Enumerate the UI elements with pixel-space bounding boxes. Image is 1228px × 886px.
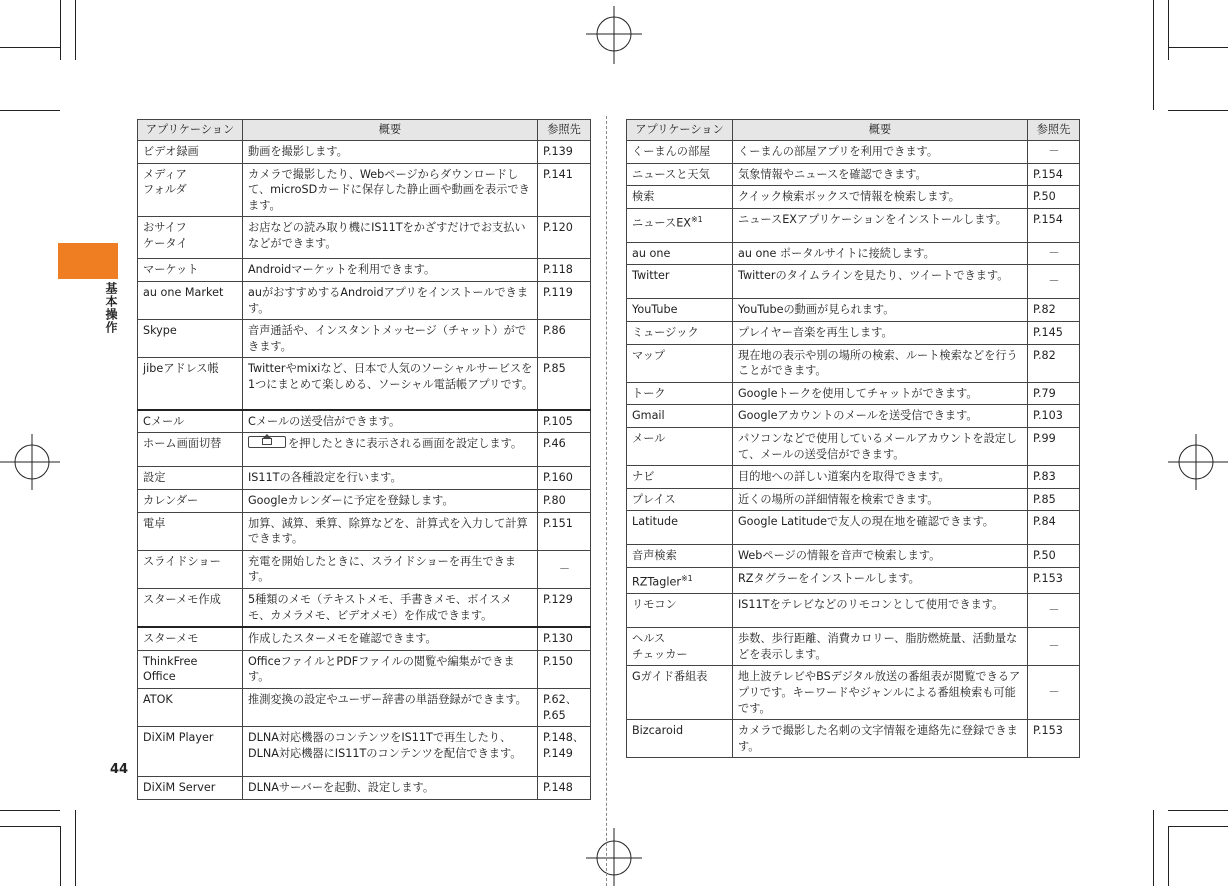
app-name-cell: Cメール bbox=[138, 410, 243, 433]
table-row bbox=[627, 567, 1080, 593]
reference-cell: P.85 bbox=[1028, 488, 1080, 511]
crop-mark bbox=[1168, 0, 1169, 60]
crop-mark bbox=[1168, 826, 1228, 827]
app-name-cell: ホーム画面切替 bbox=[138, 433, 243, 467]
app-name-cell: Bizcaroid bbox=[627, 720, 733, 758]
reference-cell: P.50 bbox=[1028, 545, 1080, 568]
description-cell: クイック検索ボックスで情報を検索します。 bbox=[733, 186, 1028, 209]
app-name-cell: DiXiM Server bbox=[138, 777, 243, 800]
app-name-cell: Twitter bbox=[627, 265, 733, 299]
table-row bbox=[138, 777, 591, 800]
app-name-cell: Gmail bbox=[627, 405, 733, 428]
crop-mark bbox=[1153, 0, 1154, 110]
app-name-cell: ニュースと天気 bbox=[627, 163, 733, 186]
reference-cell: － bbox=[1028, 242, 1080, 265]
table-row bbox=[138, 550, 591, 588]
reference-cell: P.151 bbox=[538, 512, 591, 550]
reference-cell: P.105 bbox=[538, 410, 591, 433]
reference-cell: － bbox=[1028, 594, 1080, 628]
app-name-cell: Skype bbox=[138, 320, 243, 358]
description-cell: auがおすすめするAndroidアプリをインストールできます。 bbox=[243, 281, 538, 319]
description-cell: 作成したスターメモを確認できます。 bbox=[243, 627, 538, 650]
table-row bbox=[627, 666, 1080, 720]
reference-cell: P.145 bbox=[1028, 321, 1080, 344]
app-name-cell: ナビ bbox=[627, 466, 733, 489]
app-name-cell: ミュージック bbox=[627, 321, 733, 344]
app-table-right bbox=[626, 119, 1080, 758]
col-header-desc: 概要 bbox=[243, 120, 538, 141]
crop-mark bbox=[1153, 810, 1154, 886]
reference-cell: P.46 bbox=[538, 433, 591, 467]
footnote-mark: ※1 bbox=[690, 214, 703, 224]
table-row bbox=[627, 511, 1080, 545]
reference-cell: － bbox=[1028, 265, 1080, 299]
page-number: 44 bbox=[110, 762, 129, 777]
app-name-cell: マップ bbox=[627, 344, 733, 382]
description-cell: お店などの読み取り機にIS11Tをかざすだけでお支払いなどができます。 bbox=[243, 217, 538, 259]
table-row bbox=[627, 545, 1080, 568]
app-name-cell: くーまんの部屋 bbox=[627, 141, 733, 164]
reference-cell: P.82 bbox=[1028, 299, 1080, 322]
col-header-desc: 概要 bbox=[733, 120, 1028, 141]
crop-mark bbox=[0, 47, 60, 48]
reference-cell: － bbox=[1028, 628, 1080, 666]
table-row bbox=[627, 163, 1080, 186]
table-row bbox=[138, 320, 591, 358]
table-row bbox=[627, 344, 1080, 382]
table-row bbox=[627, 720, 1080, 758]
crop-mark bbox=[1168, 826, 1169, 886]
table-row bbox=[138, 490, 591, 513]
description-cell: 充電を開始したときに、スライドショーを再生できます。 bbox=[243, 550, 538, 588]
crop-mark bbox=[60, 0, 61, 60]
table-row bbox=[138, 433, 591, 467]
description-cell: カメラで撮影した名刺の文字情報を連絡先に登録できます。 bbox=[733, 720, 1028, 758]
app-name-cell: スターメモ bbox=[138, 627, 243, 650]
description-cell: パソコンなどで使用しているメールアカウントを設定して、メールの送受信ができます。 bbox=[733, 427, 1028, 465]
reference-cell: P.153 bbox=[1028, 567, 1080, 593]
table-row bbox=[138, 627, 591, 650]
description-cell: 気象情報やニュースを確認できます。 bbox=[733, 163, 1028, 186]
app-name-cell: ニュースEX$^{※1}$ bbox=[627, 208, 733, 242]
app-name-cell: メール bbox=[627, 427, 733, 465]
app-name-cell: Gガイド番組表 bbox=[627, 666, 733, 720]
description-cell: Androidマーケットを利用できます。 bbox=[243, 259, 538, 282]
app-name-cell: 音声検索 bbox=[627, 545, 733, 568]
description-cell: を押したときに表示される画面を設定します。 bbox=[243, 433, 538, 467]
description-cell: Twitterのタイムラインを見たり、ツイートできます。 bbox=[733, 265, 1028, 299]
table-row bbox=[627, 466, 1080, 489]
registration-mark-right bbox=[1168, 432, 1228, 492]
home-key-icon bbox=[248, 436, 286, 448]
table-row bbox=[627, 628, 1080, 666]
crop-mark bbox=[75, 0, 76, 60]
crop-mark bbox=[1168, 810, 1228, 811]
app-name-cell: リモコン bbox=[627, 594, 733, 628]
table-row bbox=[627, 299, 1080, 322]
description-cell: IS11Tの各種設定を行います。 bbox=[243, 467, 538, 490]
reference-cell: P.83 bbox=[1028, 466, 1080, 489]
app-name-cell: ThinkFree Office bbox=[138, 650, 243, 688]
col-header-app: アプリケーション bbox=[138, 120, 243, 141]
section-label: 基本操作 bbox=[104, 282, 118, 334]
description-cell: Googleカレンダーに予定を登録します。 bbox=[243, 490, 538, 513]
app-name-cell: スライドショー bbox=[138, 550, 243, 588]
reference-cell: P.80 bbox=[538, 490, 591, 513]
app-name-cell: RZTagler$^{※1}$ bbox=[627, 567, 733, 593]
app-name-cell: ATOK bbox=[138, 688, 243, 726]
reference-cell: P.50 bbox=[1028, 186, 1080, 209]
description-cell: Google Latitudeで友人の現在地を確認できます。 bbox=[733, 511, 1028, 545]
reference-cell: － bbox=[1028, 666, 1080, 720]
table-row bbox=[627, 427, 1080, 465]
description-cell: IS11Tをテレビなどのリモコンとして使用できます。 bbox=[733, 594, 1028, 628]
app-name-cell: au one Market bbox=[138, 281, 243, 319]
table-row bbox=[138, 259, 591, 282]
app-name-cell: ビデオ録画 bbox=[138, 141, 243, 164]
app-name-cell: jibeアドレス帳 bbox=[138, 358, 243, 410]
table-row bbox=[138, 589, 591, 628]
app-name-cell: カレンダー bbox=[138, 490, 243, 513]
reference-cell: P.141 bbox=[538, 163, 591, 217]
reference-cell: P.150 bbox=[538, 650, 591, 688]
table-row bbox=[627, 141, 1080, 164]
description-cell: 動画を撮影します。 bbox=[243, 141, 538, 164]
reference-cell: P.85 bbox=[538, 358, 591, 410]
description-cell: 推測変換の設定やユーザー辞書の単語登録ができます。 bbox=[243, 688, 538, 726]
reference-cell: P.118 bbox=[538, 259, 591, 282]
reference-cell: P.79 bbox=[1028, 382, 1080, 405]
reference-cell: P.139 bbox=[538, 141, 591, 164]
col-header-app: アプリケーション bbox=[627, 120, 733, 141]
reference-cell: － bbox=[1028, 141, 1080, 164]
description-cell: カメラで撮影したり、Webページからダウンロードして、microSDカードに保存した静止画や動画を表示できます。 bbox=[243, 163, 538, 217]
table-row bbox=[627, 488, 1080, 511]
description-cell: 5種類のメモ（テキストメモ、手書きメモ、ボイスメモ、カメラメモ、ビデオメモ）を作成できます。 bbox=[243, 589, 538, 628]
crop-mark bbox=[1168, 47, 1228, 48]
description-cell: ニュースEXアプリケーションをインストールします。 bbox=[733, 208, 1028, 242]
reference-cell: P.62、 P.65 bbox=[538, 688, 591, 726]
description-cell: 音声通話や、インスタントメッセージ（チャット）ができます。 bbox=[243, 320, 538, 358]
table-row bbox=[138, 688, 591, 726]
app-table-left bbox=[137, 119, 591, 800]
crop-mark bbox=[1168, 110, 1228, 111]
app-name-cell: 検索 bbox=[627, 186, 733, 209]
table-row bbox=[627, 186, 1080, 209]
crop-mark bbox=[60, 826, 61, 886]
app-name-cell: 設定 bbox=[138, 467, 243, 490]
crop-mark bbox=[75, 810, 76, 886]
footnote-mark: ※1 bbox=[680, 573, 693, 583]
table-row bbox=[138, 163, 591, 217]
app-name-cell: 電卓 bbox=[138, 512, 243, 550]
reference-cell: P.119 bbox=[538, 281, 591, 319]
table-row bbox=[138, 727, 591, 777]
table-row bbox=[627, 405, 1080, 428]
col-header-ref: 参照先 bbox=[1028, 120, 1080, 141]
table-row bbox=[627, 208, 1080, 242]
reference-cell: P.148、 P.149 bbox=[538, 727, 591, 777]
description-cell: くーまんの部屋アプリを利用できます。 bbox=[733, 141, 1028, 164]
table-row bbox=[138, 512, 591, 550]
table-row bbox=[138, 358, 591, 410]
app-name-cell: プレイス bbox=[627, 488, 733, 511]
app-name-cell: トーク bbox=[627, 382, 733, 405]
page-fold-line bbox=[606, 116, 607, 886]
reference-cell: P.99 bbox=[1028, 427, 1080, 465]
description-cell: 歩数、歩行距離、消費カロリー、脂肪燃焼量、活動量などを表示します。 bbox=[733, 628, 1028, 666]
description-cell: DLNAサーバーを起動、設定します。 bbox=[243, 777, 538, 800]
description-cell: プレイヤー音楽を再生します。 bbox=[733, 321, 1028, 344]
reference-cell: P.129 bbox=[538, 589, 591, 628]
description-cell: 現在地の表示や別の場所の検索、ルート検索などを行うことができます。 bbox=[733, 344, 1028, 382]
reference-cell: P.154 bbox=[1028, 163, 1080, 186]
crop-mark bbox=[0, 110, 60, 111]
reference-cell: P.154 bbox=[1028, 208, 1080, 242]
table-row bbox=[138, 281, 591, 319]
description-cell: RZタグラーをインストールします。 bbox=[733, 567, 1028, 593]
table-row bbox=[138, 467, 591, 490]
reference-cell: P.153 bbox=[1028, 720, 1080, 758]
reference-cell: P.86 bbox=[538, 320, 591, 358]
crop-mark bbox=[0, 826, 60, 827]
app-name-cell: DiXiM Player bbox=[138, 727, 243, 777]
app-name-cell: マーケット bbox=[138, 259, 243, 282]
description-cell: Webページの情報を音声で検索します。 bbox=[733, 545, 1028, 568]
app-name-cell: ヘルス チェッカー bbox=[627, 628, 733, 666]
table-row bbox=[627, 382, 1080, 405]
description-cell: Googleアカウントのメールを送受信できます。 bbox=[733, 405, 1028, 428]
table-row bbox=[627, 265, 1080, 299]
section-tab bbox=[58, 243, 118, 279]
table-row bbox=[138, 410, 591, 433]
description-cell: Googleトークを使用してチャットができます。 bbox=[733, 382, 1028, 405]
description-cell: YouTubeの動画が見られます。 bbox=[733, 299, 1028, 322]
description-cell: Cメールの送受信ができます。 bbox=[243, 410, 538, 433]
reference-cell: P.160 bbox=[538, 467, 591, 490]
description-cell: au one ポータルサイトに接続します。 bbox=[733, 242, 1028, 265]
registration-mark-top bbox=[584, 6, 644, 66]
table-row bbox=[138, 141, 591, 164]
registration-mark-left bbox=[0, 432, 60, 492]
reference-cell: － bbox=[538, 550, 591, 588]
description-cell: 地上波テレビやBSデジタル放送の番組表が閲覧できるアプリです。キーワードやジャンルによる番組検索も可能です。 bbox=[733, 666, 1028, 720]
table-row bbox=[138, 217, 591, 259]
description-cell: OfficeファイルとPDFファイルの閲覧や編集ができます。 bbox=[243, 650, 538, 688]
app-name-cell: スターメモ作成 bbox=[138, 589, 243, 628]
description-cell: 目的地への詳しい道案内を取得できます。 bbox=[733, 466, 1028, 489]
registration-mark-bottom bbox=[584, 826, 644, 886]
description-cell: 加算、減算、乗算、除算などを、計算式を入力して計算できます。 bbox=[243, 512, 538, 550]
reference-cell: P.84 bbox=[1028, 511, 1080, 545]
app-name-cell: au one bbox=[627, 242, 733, 265]
reference-cell: P.148 bbox=[538, 777, 591, 800]
app-name-cell: メディア フォルダ bbox=[138, 163, 243, 217]
table-row bbox=[627, 321, 1080, 344]
description-cell: DLNA対応機器のコンテンツをIS11Tで再生したり、DLNA対応機器にIS11Tのコンテンツを配信できます。 bbox=[243, 727, 538, 777]
table-row bbox=[138, 650, 591, 688]
app-name-cell: YouTube bbox=[627, 299, 733, 322]
description-cell: 近くの場所の詳細情報を検索できます。 bbox=[733, 488, 1028, 511]
table-row bbox=[627, 594, 1080, 628]
crop-mark bbox=[0, 810, 60, 811]
reference-cell: P.82 bbox=[1028, 344, 1080, 382]
reference-cell: P.103 bbox=[1028, 405, 1080, 428]
table-row bbox=[627, 242, 1080, 265]
app-name-cell: Latitude bbox=[627, 511, 733, 545]
col-header-ref: 参照先 bbox=[538, 120, 591, 141]
reference-cell: P.130 bbox=[538, 627, 591, 650]
description-cell: Twitterやmixiなど、日本で人気のソーシャルサービスを1つにまとめて楽しめる、ソーシャル電話帳アプリです。 bbox=[243, 358, 538, 410]
app-name-cell: おサイフ ケータイ bbox=[138, 217, 243, 259]
reference-cell: P.120 bbox=[538, 217, 591, 259]
